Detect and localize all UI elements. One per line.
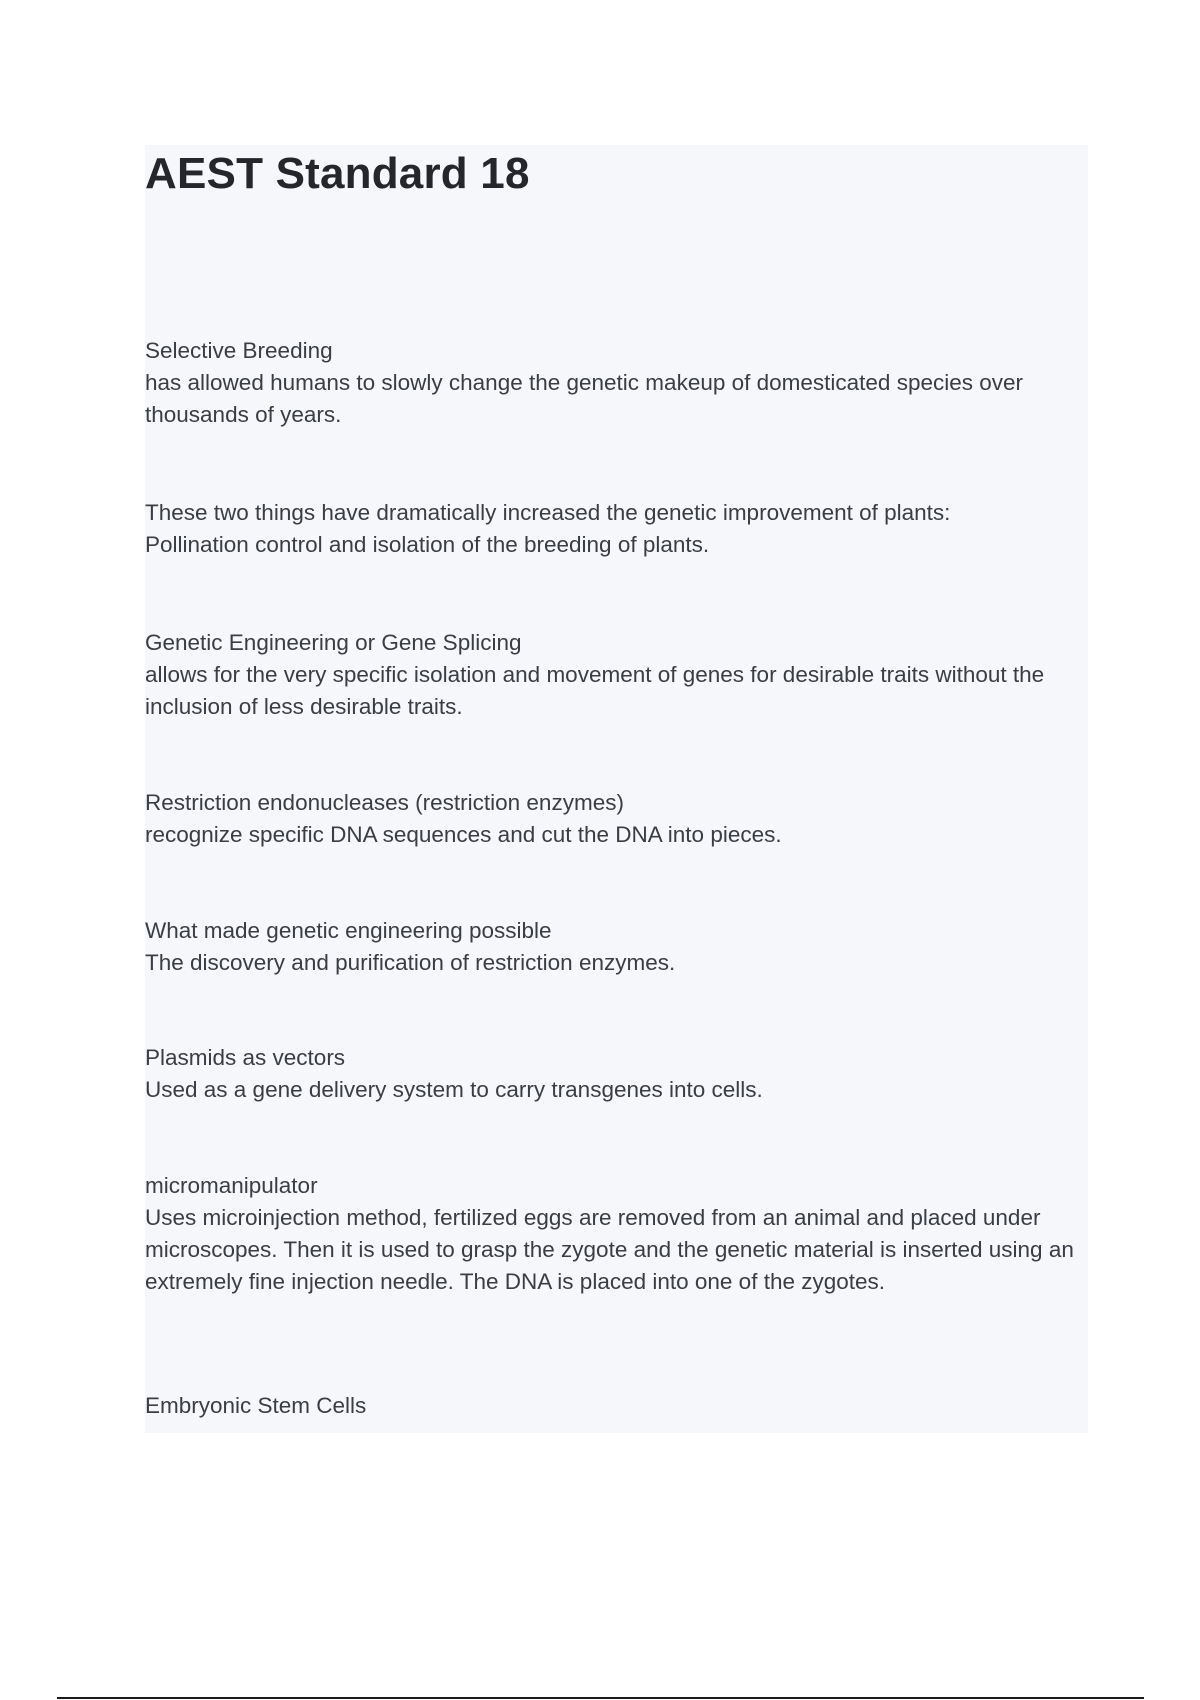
card-term: micromanipulator <box>145 1173 318 1198</box>
flashcard-4 <box>145 787 1088 851</box>
card-definition: recognize specific DNA sequences and cut the DNA into pieces. <box>145 822 782 847</box>
card-term: Restriction endonucleases (restriction enzymes) <box>145 790 624 815</box>
flashcard-8 <box>145 1390 1088 1422</box>
card-term: Genetic Engineering or Gene Splicing <box>145 630 522 655</box>
card-term: These two things have dramatically increased the genetic improvement of plants: <box>145 500 951 525</box>
flashcard-7 <box>145 1170 1088 1298</box>
flashcard-2 <box>145 497 1088 561</box>
card-term: Embryonic Stem Cells <box>145 1393 367 1418</box>
flashcard-5 <box>145 915 1088 979</box>
card-term: Plasmids as vectors <box>145 1045 346 1070</box>
card-definition: Uses microinjection method, fertilized eggs are removed from an animal and placed under microscopes. Then it is used to grasp the zygote and the genetic material is inserted using an extremely fine injection needle. The DNA is placed into one of the zygotes. <box>145 1205 1074 1294</box>
page-title: AEST Standard 18 <box>145 149 530 198</box>
flashcard-6 <box>145 1042 1088 1106</box>
flashcard-content-area <box>145 145 1088 1433</box>
flashcard-1 <box>145 335 1088 431</box>
card-definition: allows for the very specific isolation and movement of genes for desirable traits without the inclusion of less desirable traits. <box>145 662 1045 719</box>
card-term: Selective Breeding <box>145 338 333 363</box>
card-definition: The discovery and purification of restriction enzymes. <box>145 950 676 975</box>
flashcard-3 <box>145 627 1088 723</box>
card-definition: Used as a gene delivery system to carry transgenes into cells. <box>145 1077 763 1102</box>
card-term: What made genetic engineering possible <box>145 918 552 943</box>
card-definition: Pollination control and isolation of the breeding of plants. <box>145 532 710 557</box>
footer-divider <box>57 1697 1144 1699</box>
card-definition: has allowed humans to slowly change the genetic makeup of domesticated species over thousands of years. <box>145 370 1024 427</box>
